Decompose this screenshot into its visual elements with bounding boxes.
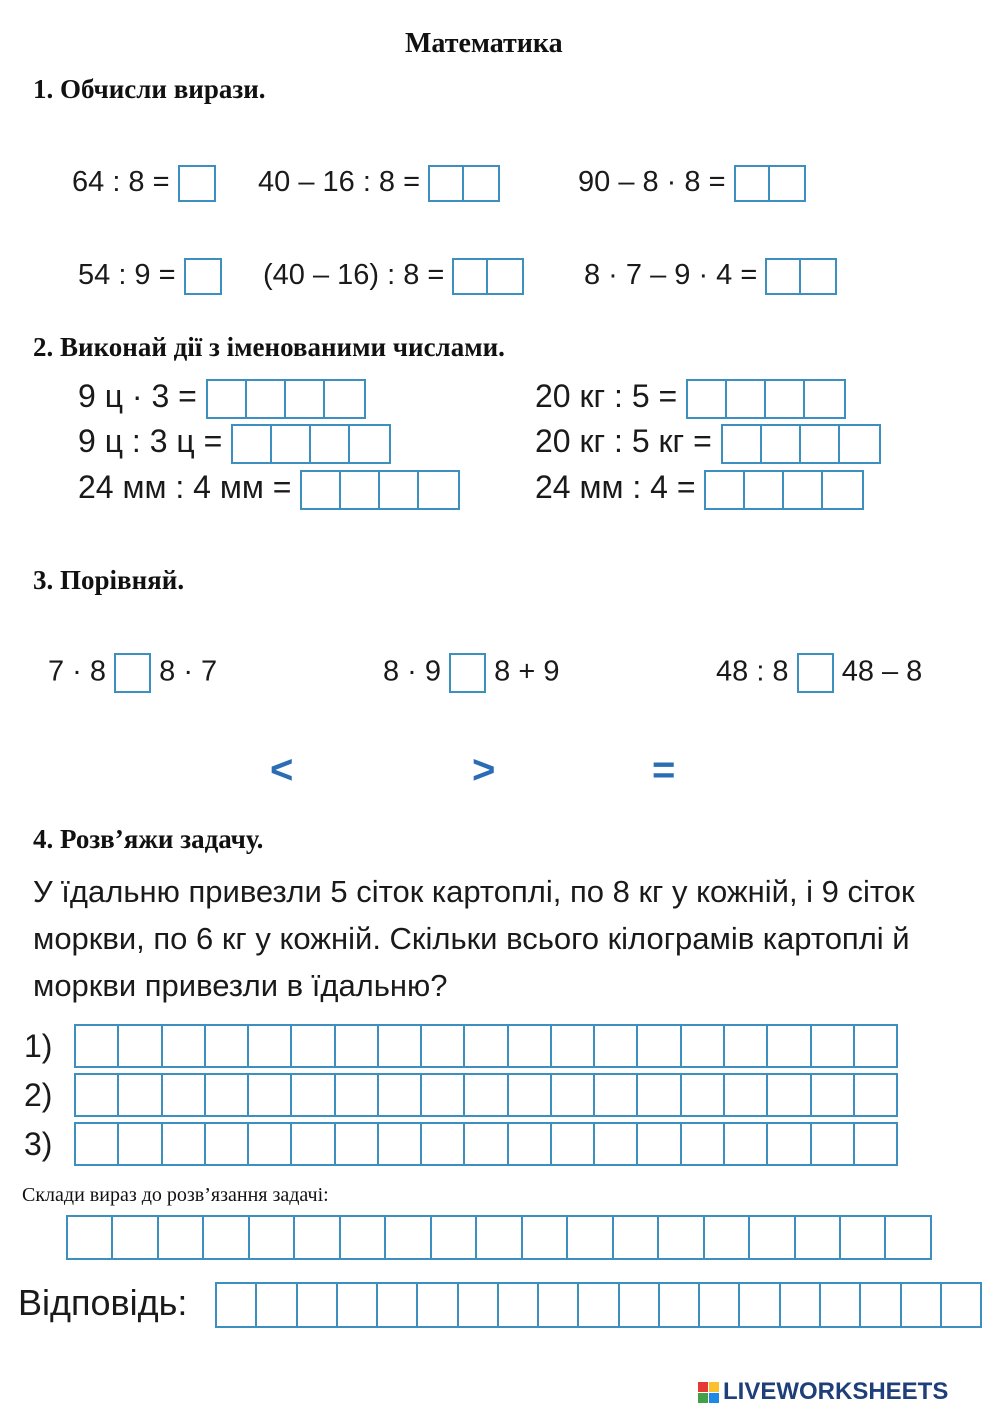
section4-heading: 4. Розв’яжи задачу. — [33, 824, 264, 854]
answer-box[interactable] — [231, 424, 391, 464]
compare-item-2: 8 · 9 8 + 9 — [383, 653, 559, 693]
compare-box[interactable] — [797, 653, 834, 693]
answer-box[interactable] — [300, 470, 460, 510]
step-answer-row-3[interactable] — [74, 1122, 898, 1166]
expr-2-5: 20 кг : 5 кг = — [535, 423, 881, 464]
compare-box[interactable] — [114, 653, 151, 693]
expr-1-3: 90 – 8 · 8 = — [578, 165, 806, 202]
expr-2-4: 20 кг : 5 = — [535, 378, 846, 419]
expr-1-5: (40 – 16) : 8 = — [263, 258, 524, 295]
compare-box[interactable] — [449, 653, 486, 693]
brand-logo: LIVEWORKSHEETS — [698, 1378, 948, 1406]
greater-than-symbol[interactable]: > — [472, 748, 496, 792]
compare-item-3: 48 : 8 48 – 8 — [716, 653, 922, 693]
equals-symbol[interactable]: = — [652, 748, 676, 792]
brand-mark-icon — [698, 1382, 719, 1403]
answer-box[interactable] — [452, 258, 524, 295]
expr-2-1: 9 ц · 3 = — [78, 378, 366, 419]
final-answer-row[interactable] — [215, 1282, 982, 1328]
step-label-1: 1) — [24, 1028, 53, 1064]
answer-box[interactable] — [704, 470, 864, 510]
expr-2-3: 24 мм : 4 мм = — [78, 469, 460, 510]
expr-2-2: 9 ц : 3 ц = — [78, 423, 391, 464]
expr-2-6: 24 мм : 4 = — [535, 469, 864, 510]
answer-box[interactable] — [734, 165, 806, 202]
expr-1-4: 54 : 9 = — [78, 258, 222, 295]
less-than-symbol[interactable]: < — [270, 748, 294, 792]
answer-box[interactable] — [721, 424, 881, 464]
answer-label: Відповідь: — [18, 1282, 188, 1323]
page-title: Математика — [405, 28, 563, 59]
step-answer-row-2[interactable] — [74, 1073, 898, 1117]
step-answer-row-1[interactable] — [74, 1024, 898, 1068]
answer-box[interactable] — [765, 258, 837, 295]
step-label-3: 3) — [24, 1126, 53, 1162]
answer-box[interactable] — [206, 379, 366, 419]
task-text: У їдальню привезли 5 сіток картоплі, по 8 кг у кожній, і 9 сіток моркви, по 6 кг у кожній. Скільки всього кілограмів картоплі й моркви привезли в їдальню? — [33, 874, 915, 1003]
expr-1-6: 8 · 7 – 9 · 4 = — [584, 258, 837, 295]
expression-answer-row[interactable] — [66, 1215, 932, 1260]
expr-1-2: 40 – 16 : 8 = — [258, 165, 500, 202]
step-label-2: 2) — [24, 1077, 53, 1113]
answer-box[interactable] — [686, 379, 846, 419]
section2-heading: 2. Виконай дії з іменованими числами. — [33, 332, 505, 362]
section1-heading: 1. Обчисли вирази. — [33, 74, 266, 104]
answer-box[interactable] — [178, 165, 216, 202]
expr-1-1: 64 : 8 = — [72, 165, 216, 202]
answer-box[interactable] — [184, 258, 222, 295]
expression-prompt: Склади вираз до розв’язання задачі: — [22, 1184, 329, 1206]
answer-box[interactable] — [428, 165, 500, 202]
compare-item-1: 7 · 8 8 · 7 — [48, 653, 217, 693]
section3-heading: 3. Порівняй. — [33, 565, 185, 595]
